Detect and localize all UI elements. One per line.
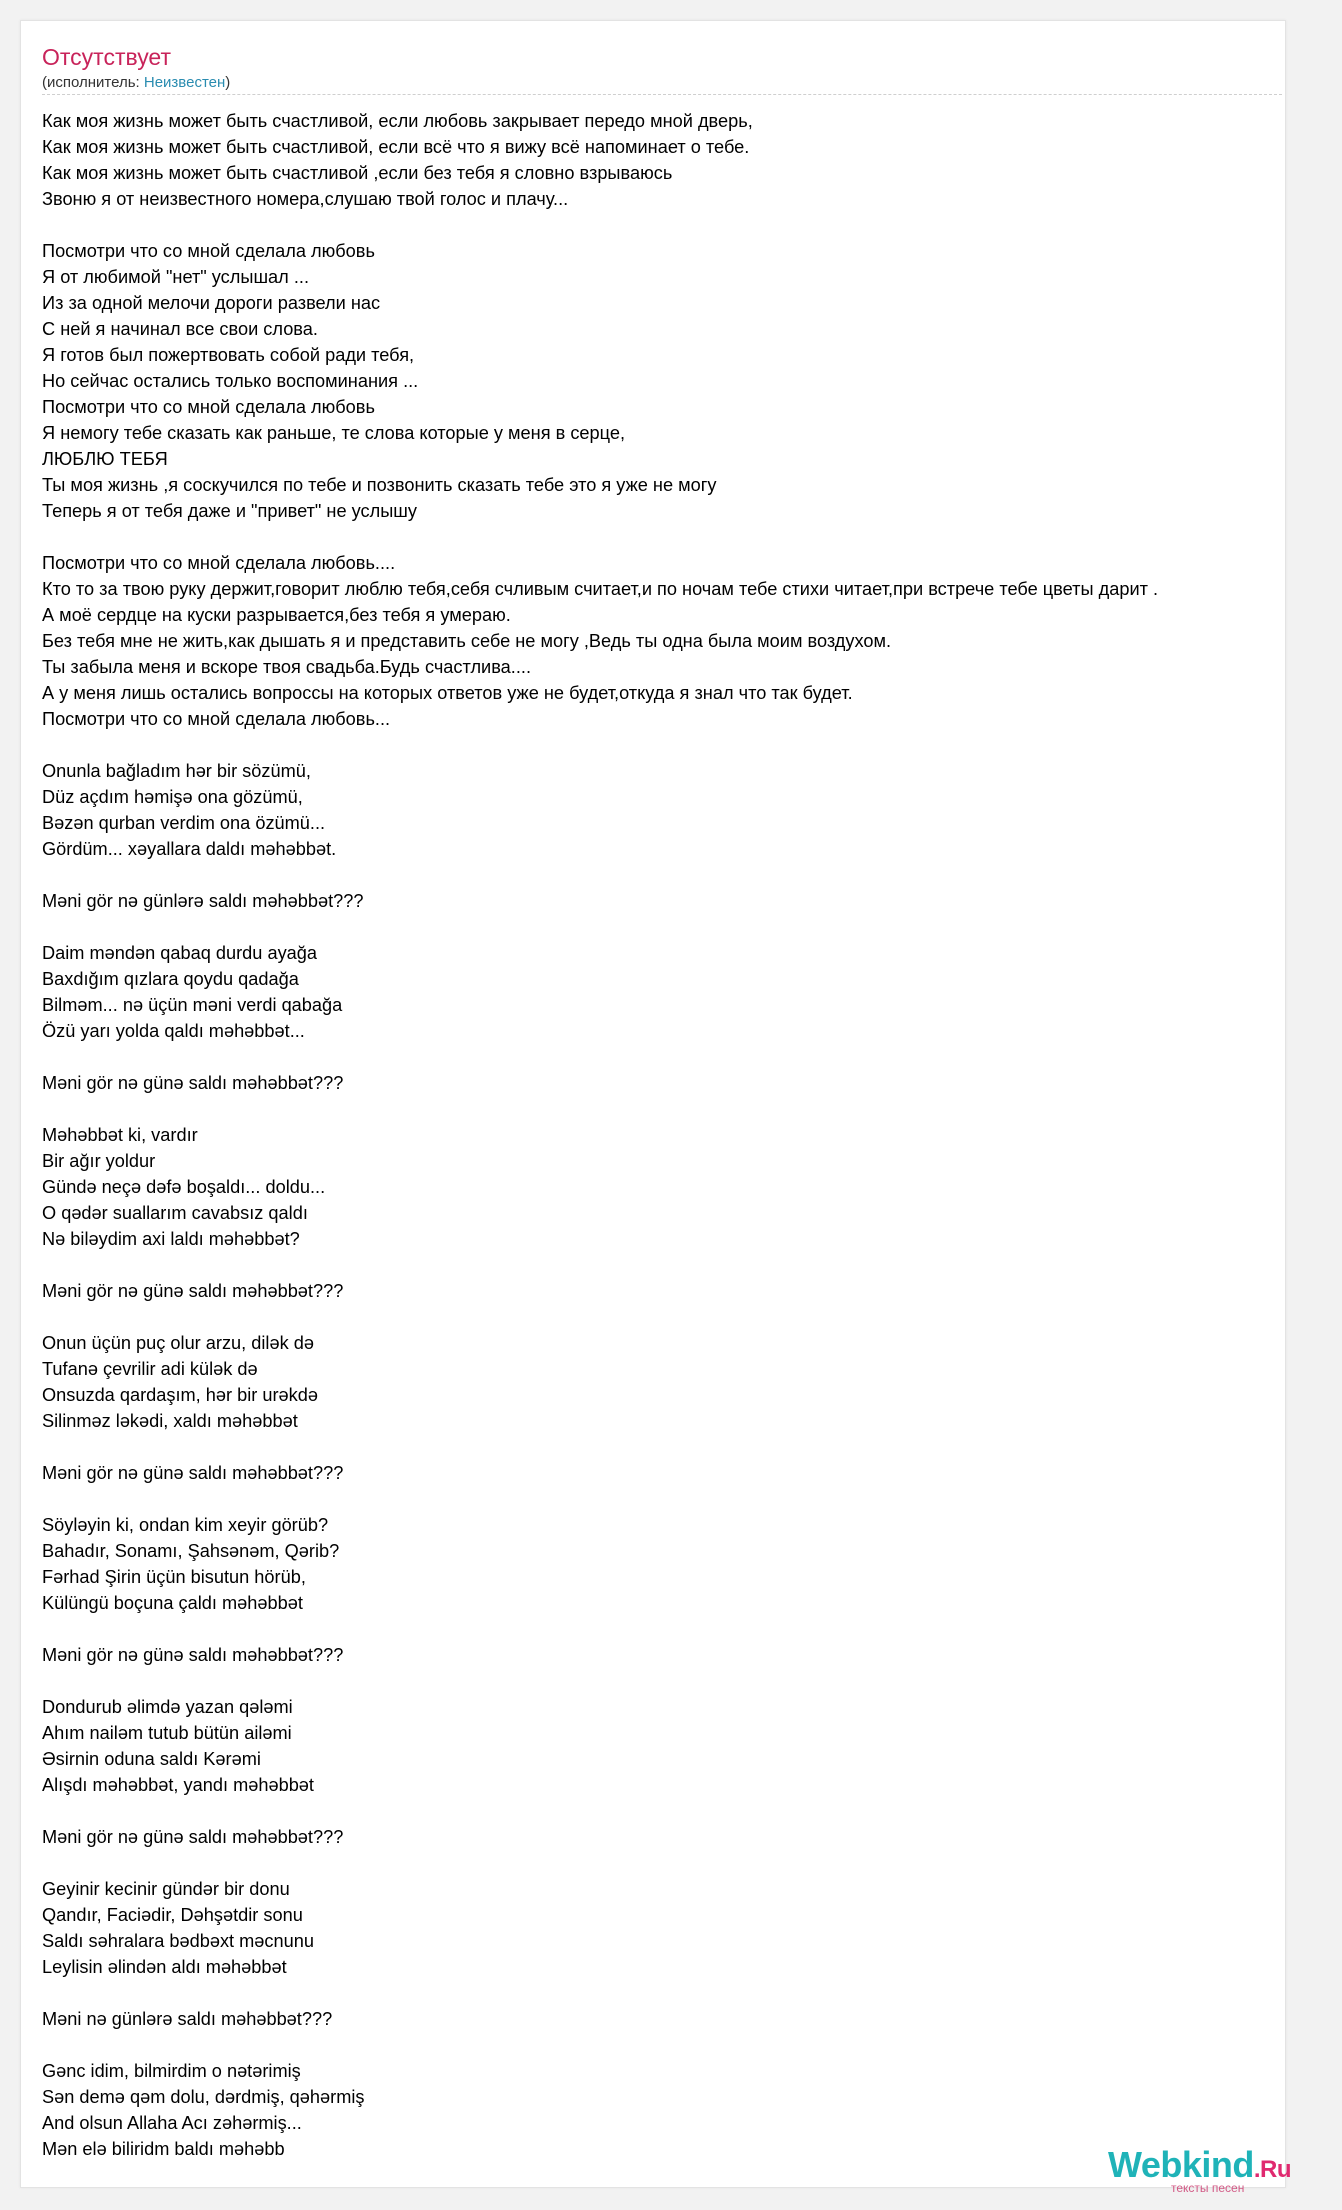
lyric-line: Alışdı məhəbbət, yandı məhəbbət [42, 1775, 314, 1795]
lyric-line: Söyləyin ki, ondan kim xeyir görüb? [42, 1515, 329, 1535]
lyric-line: Без тебя мне не жить,как дышать я и представить себе не могу ,Ведь ты одна была моим воздухом. [42, 631, 892, 651]
lyric-line: Məni gör nə günə saldı məhəbbət??? [42, 1073, 344, 1093]
lyric-line: Посмотри что со мной сделала любовь.... [42, 553, 396, 573]
lyric-line: Ты моя жизнь ,я соскучился по тебе и позвонить сказать тебе это я уже не могу [42, 475, 717, 495]
lyric-line: Məni gör nə günlərə saldı məhəbbət??? [42, 891, 364, 911]
lyric-line [42, 914, 1342, 940]
lyric-line: Geyinir kecinir gündər bir donu [42, 1879, 290, 1899]
lyric-line: Gündə neçə dəfə boşaldı... doldu... [42, 1177, 326, 1197]
lyric-line: Я немогу тебе сказать как раньше, те слова которые у меня в серце, [42, 423, 626, 443]
logo-tagline: тексты песен [1171, 2181, 1245, 2195]
lyric-line: Bir ağır yoldur [42, 1151, 156, 1171]
lyric-line: Silinməz ləkədi, xaldı məhəbbət [42, 1411, 298, 1431]
lyric-line: ЛЮБЛЮ ТЕБЯ [42, 449, 168, 469]
lyric-line: Из за одной мелочи дороги развели нас [42, 293, 381, 313]
lyric-line: А моё сердце на куски разрывается,без тебя я умераю. [42, 605, 511, 625]
lyric-line: Qandır, Faciədir, Dəhşətdir sonu [42, 1905, 303, 1925]
artist-suffix: ) [225, 74, 231, 91]
webkind-logo[interactable] [1088, 2144, 1292, 2197]
lyric-line [42, 2032, 1342, 2058]
lyric-line [42, 1096, 1342, 1122]
lyric-line: Mən elə biliridm baldı məhəbb [42, 2139, 285, 2159]
lyric-line: Fərhad Şirin üçün bisutun hörüb, [42, 1567, 306, 1587]
lyric-line [42, 1798, 1342, 1824]
lyric-line: Ahım nailəm tutub bütün ailəmi [42, 1723, 292, 1743]
lyric-line: Daim məndən qabaq durdu ayağa [42, 943, 318, 963]
song-title: Отсутствует [42, 44, 171, 70]
lyric-line [42, 1850, 1342, 1876]
lyric-line [42, 862, 1342, 888]
lyric-line [42, 524, 1342, 550]
lyric-line: Məni gör nə günə saldı məhəbbət??? [42, 1827, 344, 1847]
lyric-line: Özü yarı yolda qaldı məhəbbət... [42, 1021, 305, 1041]
lyric-line: Düz açdım həmişə ona gözümü, [42, 787, 303, 807]
lyric-line: Külüngü boçuna çaldı məhəbbət [42, 1593, 303, 1613]
logo-suffix: .Ru [1253, 2156, 1292, 2183]
lyric-line [42, 1044, 1342, 1070]
lyric-line: Я готов был пожертвовать собой ради тебя, [42, 345, 415, 365]
lyric-line: Кто то за твою руку держит,говорит люблю тебя,себя счливым считает,и по ночам тебе стихи читает,при встрече тебе цветы дарит . [42, 579, 1159, 599]
lyric-line [42, 1668, 1342, 1694]
lyric-line: Məni gör nə günə saldı məhəbbət??? [42, 1281, 344, 1301]
lyric-line: Gördüm... xəyallara daldı məhəbbət. [42, 839, 337, 859]
lyric-line: Məni gör nə günə saldı məhəbbət??? [42, 1645, 344, 1665]
lyric-line: Но сейчас остались только воспоминания ... [42, 371, 419, 391]
lyric-line: Məni gör nə günə saldı məhəbbət??? [42, 1463, 344, 1483]
lyric-line: Посмотри что со мной сделала любовь [42, 397, 375, 417]
lyric-line [42, 1434, 1342, 1460]
lyric-line: Məni nə günlərə saldı məhəbbət??? [42, 2009, 333, 2029]
lyric-line [42, 1980, 1342, 2006]
lyric-line: Onun üçün puç olur arzu, dilək də [42, 1333, 314, 1353]
lyric-line: Leylisin əlindən aldı məhəbbət [42, 1957, 287, 1977]
lyric-line: Bilməm... nə üçün məni verdi qabağa [42, 995, 343, 1015]
lyric-line: Baxdığım qızlara qoydu qadağa [42, 969, 299, 989]
lyric-line: Saldı səhralara bədbəxt məcnunu [42, 1931, 314, 1951]
lyric-line [42, 1486, 1342, 1512]
lyric-line: Onunla bağladım hər bir sözümü, [42, 761, 311, 781]
artist-prefix: (исполнитель: [42, 74, 144, 91]
lyric-line: А у меня лишь остались вопроссы на которых ответов уже не будет,откуда я знал что так будет. [42, 683, 853, 703]
artist-link[interactable]: Неизвестен [143, 74, 226, 91]
lyric-line: Onsuzda qardaşım, hər bir urəkdə [42, 1385, 318, 1405]
lyric-line: Gənc idim, bilmirdim o nətərimiş [42, 2061, 301, 2081]
lyric-line [42, 212, 1342, 238]
lyric-line: Я от любимой "нет" услышал ... [42, 267, 309, 287]
lyric-line [42, 1304, 1342, 1330]
artist-line [42, 74, 230, 92]
lyric-line: Ты забыла меня и вскоре твоя свадьба.Будь счастлива.... [42, 657, 531, 677]
lyric-line: Sən demə qəm dolu, dərdmiş, qəhərmiş [42, 2087, 365, 2107]
lyric-line: Məhəbbət ki, vardır [42, 1125, 198, 1145]
lyric-line: Dondurub əlimdə yazan qələmi [42, 1697, 293, 1717]
lyric-line: Теперь я от тебя даже и "привет" не услышу [42, 501, 417, 521]
lyric-line [42, 1616, 1342, 1642]
lyric-line: Tufanə çevrilir adi külək də [42, 1359, 258, 1379]
lyric-line: And olsun Allaha Acı zəhərmiş... [42, 2113, 302, 2133]
lyric-line: Bahadır, Sonamı, Şahsənəm, Qərib? [42, 1541, 340, 1561]
content-card [20, 20, 1292, 2195]
lyric-line: O qədər suallarım cavabsız qaldı [42, 1203, 308, 1223]
lyric-line: Əsirnin oduna saldı Kərəmi [42, 1749, 261, 1769]
lyric-line [42, 1252, 1342, 1278]
lyric-line: Как моя жизнь может быть счастливой ,если без тебя я словно взрываюсь [42, 163, 673, 183]
lyrics-text [42, 108, 1342, 2162]
title-divider [42, 94, 1282, 95]
logo-main-text: Webkind [1108, 2144, 1254, 2185]
lyric-line: Посмотри что со мной сделала любовь... [42, 709, 391, 729]
lyric-line: Bəzən qurban verdim ona özümü... [42, 813, 326, 833]
lyric-line: Звоню я от неизвестного номера,слушаю твой голос и плачу... [42, 189, 569, 209]
lyric-line: Как моя жизнь может быть счастливой, если всё что я вижу всё напоминает о тебе. [42, 137, 750, 157]
lyric-line: Посмотри что со мной сделала любовь [42, 241, 375, 261]
lyric-line [42, 732, 1342, 758]
lyric-line: Nə biləydim axi laldı məhəbbət? [42, 1229, 300, 1249]
lyric-line: Как моя жизнь может быть счастливой, если любовь закрывает передо мной дверь, [42, 111, 753, 131]
lyric-line: С ней я начинал все свои слова. [42, 319, 318, 339]
